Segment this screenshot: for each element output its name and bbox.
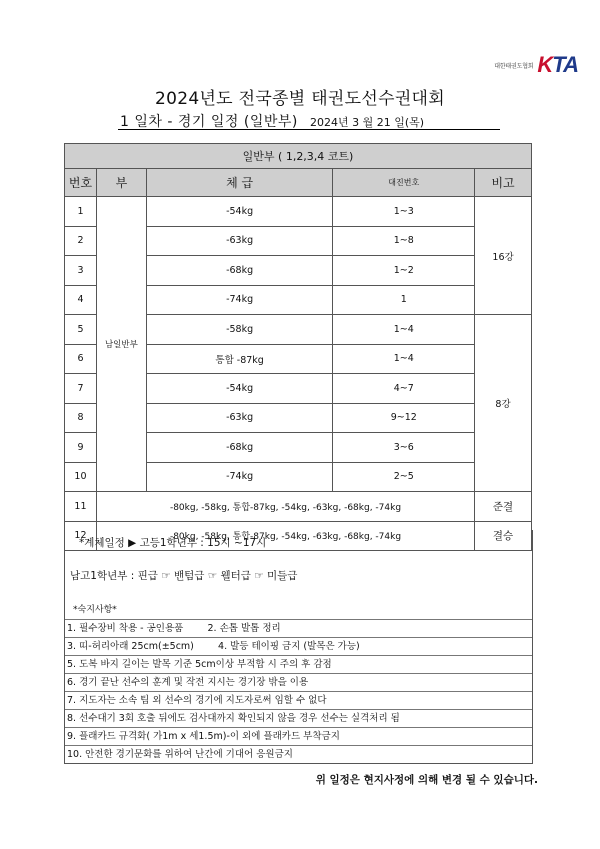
weigh-in-schedule: *계체일정 ▶ 고등1학년부 : 15시 ~17시 (79, 537, 267, 549)
final-round-remark: 결승 (475, 521, 532, 551)
weight-class: -74kg (146, 285, 333, 315)
notes-box (64, 530, 533, 764)
bracket-number: 9~12 (333, 403, 475, 433)
subtitle-main: 1 일차 - 경기 일정 (일반부) (120, 114, 298, 130)
header-number: 번호 (65, 169, 97, 197)
section-title: 일반부 ( 1,2,3,4 코트) (65, 144, 532, 169)
row-number: 11 (65, 492, 97, 522)
kta-logo (494, 52, 578, 78)
weight-class: -74kg (146, 462, 333, 492)
title-underline (118, 129, 500, 130)
bracket-number: 1~3 (333, 197, 475, 227)
row-number: 7 (65, 374, 97, 404)
weight-class: -68kg (146, 256, 333, 286)
weight-class: 통합 -87kg (146, 344, 333, 374)
remark-round-8: 8강 (475, 315, 532, 492)
table-row (65, 492, 532, 522)
bracket-number: 1~2 (333, 256, 475, 286)
row-number: 3 (65, 256, 97, 286)
row-number: 1 (65, 197, 97, 227)
final-round-remark: 준결 (475, 492, 532, 522)
kta-brand: KTA (537, 52, 578, 77)
header-remark: 비고 (475, 169, 532, 197)
bracket-number: 4~7 (333, 374, 475, 404)
bracket-number: 1~4 (333, 344, 475, 374)
footer-note: 위 일정은 현지사정에 의해 변경 될 수 있습니다. (315, 774, 538, 786)
bracket-number: 1~8 (333, 226, 475, 256)
row-number: 6 (65, 344, 97, 374)
header-bracket: 대진번호 (333, 169, 475, 197)
page-title: 2024년도 전국종별 태권도선수권대회 (155, 89, 445, 109)
bracket-number: 1~4 (333, 315, 475, 345)
row-number: 10 (65, 462, 97, 492)
caution-item: 5. 도복 바지 길이는 발목 기준 5cm이상 부적합 시 주의 후 감점 (65, 655, 532, 673)
final-round-weights: -80kg, -58kg, 통합-87kg, -54kg, -63kg, -68kg, -74kg (96, 521, 474, 551)
weight-class: -54kg (146, 374, 333, 404)
division-cell: 남일반부 (96, 197, 146, 492)
remark-round-16: 16강 (475, 197, 532, 315)
final-round-weights: -80kg, -58kg, 통합-87kg, -54kg, -63kg, -68kg, -74kg (96, 492, 474, 522)
row-number: 2 (65, 226, 97, 256)
row-number: 12 (65, 521, 97, 551)
bracket-number: 2~5 (333, 462, 475, 492)
weight-class: -68kg (146, 433, 333, 463)
org-name: 대한태권도협회 (494, 62, 534, 70)
weight-class: -58kg (146, 315, 333, 345)
schedule-table (64, 143, 532, 551)
caution-item: 7. 지도자는 소속 팀 외 선수의 경기에 지도자로써 임할 수 없다 (65, 691, 532, 709)
row-number: 4 (65, 285, 97, 315)
row-number: 8 (65, 403, 97, 433)
bracket-number: 3~6 (333, 433, 475, 463)
caution-item: 1. 필수장비 착용 - 공인용품 2. 손톱 발톱 정리 (65, 619, 532, 637)
bracket-number: 1 (333, 285, 475, 315)
header-weight: 체 급 (146, 169, 333, 197)
header-division: 부 (96, 169, 146, 197)
weight-order-line: 남고1학년부 : 핀급 ☞ 밴텀급 ☞ 웰터급 ☞ 미들급 (70, 570, 298, 582)
subtitle-date: 2024년 3 월 21 일(목) (310, 116, 425, 129)
row-number: 9 (65, 433, 97, 463)
weight-class: -63kg (146, 403, 333, 433)
caution-title: *숙지사항* (73, 605, 117, 615)
caution-item: 8. 선수대기 3회 호출 뒤에도 검사대까지 확인되지 않을 경우 선수는 실격처리 됨 (65, 709, 532, 727)
caution-item: 3. 띠-허리아래 25cm(±5cm) 4. 발등 테이핑 금지 (발목은 가능) (65, 637, 532, 655)
table-row (65, 197, 532, 227)
page-subtitle (120, 111, 424, 131)
row-number: 5 (65, 315, 97, 345)
weight-class: -63kg (146, 226, 333, 256)
caution-item: 10. 안전한 경기문화를 위하여 난간에 기대어 응원금지 (65, 745, 532, 763)
weight-class: -54kg (146, 197, 333, 227)
caution-item: 6. 경기 끝난 선수의 훈계 및 작전 지시는 경기장 밖을 이용 (65, 673, 532, 691)
caution-item: 9. 플래카드 규격화( 가1m x 세1.5m)-이 외에 플래카드 부착금지 (65, 727, 532, 745)
